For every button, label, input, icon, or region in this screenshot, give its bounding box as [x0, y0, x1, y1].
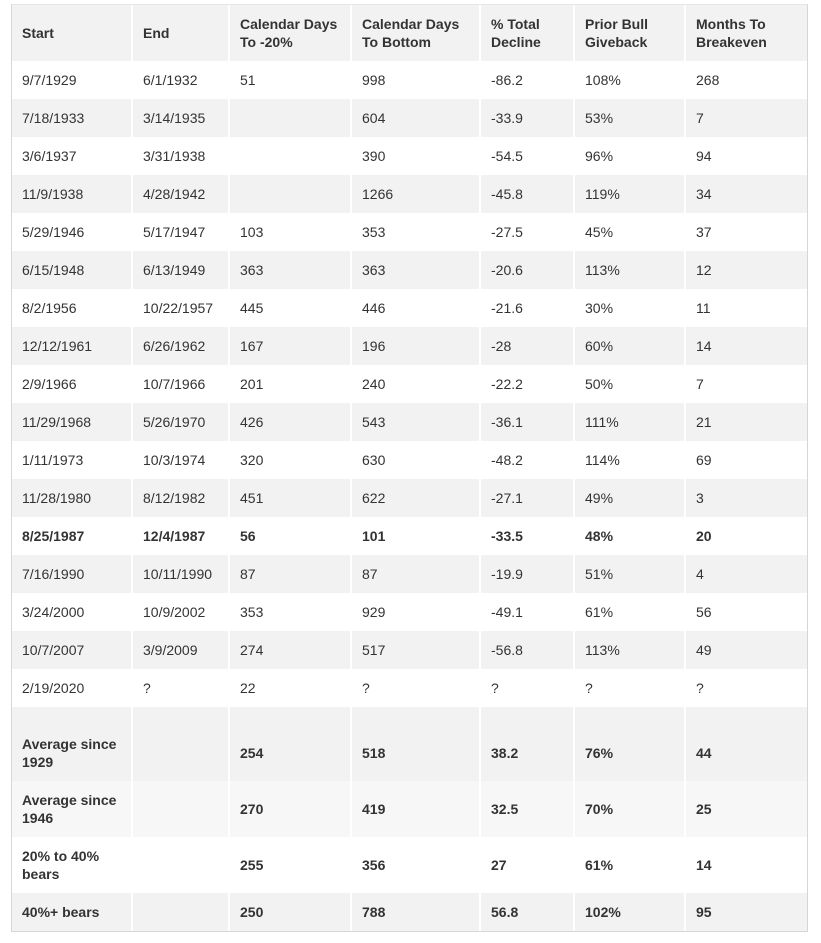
- table-cell: [132, 707, 229, 725]
- summary-cell: 102%: [574, 893, 685, 931]
- table-cell: 7/16/1990: [12, 555, 132, 593]
- table-cell: 7: [685, 99, 807, 137]
- table-cell: 240: [351, 365, 480, 403]
- table-cell: 929: [351, 593, 480, 631]
- table-cell: [574, 707, 685, 725]
- table-cell: 268: [685, 61, 807, 99]
- table-cell: 2/19/2020: [12, 669, 132, 707]
- table-cell: 108%: [574, 61, 685, 99]
- table-cell: 196: [351, 327, 480, 365]
- table-cell: 11/29/1968: [12, 403, 132, 441]
- table-cell: 30%: [574, 289, 685, 327]
- table-cell: ?: [574, 669, 685, 707]
- table-cell: ?: [685, 669, 807, 707]
- table-cell: 12/12/1961: [12, 327, 132, 365]
- table-row: [12, 403, 807, 441]
- table-cell: 622: [351, 479, 480, 517]
- table-cell: -86.2: [480, 61, 574, 99]
- table-cell: 20: [685, 517, 807, 555]
- table-cell: 11/28/1980: [12, 479, 132, 517]
- table-cell: [685, 707, 807, 725]
- summary-cell: Average since 1946: [12, 781, 132, 837]
- table-cell: 11: [685, 289, 807, 327]
- table-row: [12, 175, 807, 213]
- table-cell: -27.5: [480, 213, 574, 251]
- table-row: [12, 631, 807, 669]
- table-cell: 353: [351, 213, 480, 251]
- table-cell: 61%: [574, 593, 685, 631]
- table-cell: 37: [685, 213, 807, 251]
- table-cell: -48.2: [480, 441, 574, 479]
- table-cell: 8/12/1982: [132, 479, 229, 517]
- table-cell: 5/29/1946: [12, 213, 132, 251]
- table-cell: 45%: [574, 213, 685, 251]
- table-cell: 49: [685, 631, 807, 669]
- summary-cell: 32.5: [480, 781, 574, 837]
- summary-cell: 38.2: [480, 725, 574, 781]
- summary-row: [12, 725, 807, 781]
- table-cell: 10/7/2007: [12, 631, 132, 669]
- table-cell: 50%: [574, 365, 685, 403]
- table-cell: 12: [685, 251, 807, 289]
- table-cell: 14: [685, 327, 807, 365]
- column-header-start: Start: [12, 5, 132, 61]
- table-cell: 6/26/1962: [132, 327, 229, 365]
- table-cell: 3/9/2009: [132, 631, 229, 669]
- table-cell: 201: [229, 365, 351, 403]
- table-cell: 8/25/1987: [12, 517, 132, 555]
- table-cell: 6/15/1948: [12, 251, 132, 289]
- table-cell: 2/9/1966: [12, 365, 132, 403]
- table-cell: 4/28/1942: [132, 175, 229, 213]
- table-cell: 12/4/1987: [132, 517, 229, 555]
- table-cell: 10/11/1990: [132, 555, 229, 593]
- column-header-days-to-20: Calendar Days To -20%: [229, 5, 351, 61]
- table-row: [12, 99, 807, 137]
- column-header-days-to-bottom: Calendar Days To Bottom: [351, 5, 480, 61]
- summary-cell: 20% to 40% bears: [12, 837, 132, 893]
- table-cell: [229, 99, 351, 137]
- table-cell: 320: [229, 441, 351, 479]
- table-cell: 51: [229, 61, 351, 99]
- table-row: [12, 327, 807, 365]
- summary-cell: 56.8: [480, 893, 574, 931]
- summary-cell: 44: [685, 725, 807, 781]
- table-cell: 3: [685, 479, 807, 517]
- table-cell: 10/9/2002: [132, 593, 229, 631]
- table-cell: -21.6: [480, 289, 574, 327]
- table-row: [12, 213, 807, 251]
- table-cell: -28: [480, 327, 574, 365]
- table-row: [12, 441, 807, 479]
- table-cell: 34: [685, 175, 807, 213]
- table-cell: 111%: [574, 403, 685, 441]
- table-cell: 363: [351, 251, 480, 289]
- summary-cell: 254: [229, 725, 351, 781]
- table-cell: 96%: [574, 137, 685, 175]
- summary-cell: 61%: [574, 837, 685, 893]
- table-cell: 10/22/1957: [132, 289, 229, 327]
- table-cell: -22.2: [480, 365, 574, 403]
- summary-cell: 70%: [574, 781, 685, 837]
- summary-cell: 250: [229, 893, 351, 931]
- table-cell: 5/26/1970: [132, 403, 229, 441]
- table-cell: 3/14/1935: [132, 99, 229, 137]
- table-cell: 87: [229, 555, 351, 593]
- table-cell: 53%: [574, 99, 685, 137]
- summary-cell: [132, 781, 229, 837]
- table-cell: 21: [685, 403, 807, 441]
- summary-cell: 40%+ bears: [12, 893, 132, 931]
- table-row: [12, 555, 807, 593]
- table-cell: 6/13/1949: [132, 251, 229, 289]
- table-cell: 22: [229, 669, 351, 707]
- table-row: [12, 365, 807, 403]
- table-cell: 49%: [574, 479, 685, 517]
- table-row: [12, 61, 807, 99]
- table-cell: 543: [351, 403, 480, 441]
- summary-row: [12, 781, 807, 837]
- table-cell: 604: [351, 99, 480, 137]
- table-cell: 451: [229, 479, 351, 517]
- table-cell: -49.1: [480, 593, 574, 631]
- summary-cell: 788: [351, 893, 480, 931]
- table-cell: -33.9: [480, 99, 574, 137]
- table-cell: 7: [685, 365, 807, 403]
- table-cell: 353: [229, 593, 351, 631]
- table-cell: 114%: [574, 441, 685, 479]
- table-cell: [229, 707, 351, 725]
- column-header-end: End: [132, 5, 229, 61]
- table-cell: 119%: [574, 175, 685, 213]
- table-cell: 6/1/1932: [132, 61, 229, 99]
- table-cell: -33.5: [480, 517, 574, 555]
- table-cell: -27.1: [480, 479, 574, 517]
- table-cell: 998: [351, 61, 480, 99]
- table-cell: 56: [685, 593, 807, 631]
- table-cell: 10/7/1966: [132, 365, 229, 403]
- table-cell: 517: [351, 631, 480, 669]
- table-cell: 446: [351, 289, 480, 327]
- table-cell: -20.6: [480, 251, 574, 289]
- table-row: [12, 289, 807, 327]
- table-cell: 630: [351, 441, 480, 479]
- table-cell: 10/3/1974: [132, 441, 229, 479]
- bear-market-table: [12, 5, 807, 931]
- table-cell: 3/31/1938: [132, 137, 229, 175]
- bear-market-table-container: [11, 4, 808, 932]
- table-cell: [351, 707, 480, 725]
- table-row: [12, 517, 807, 555]
- table-cell: 274: [229, 631, 351, 669]
- summary-cell: 25: [685, 781, 807, 837]
- table-cell: 5/17/1947: [132, 213, 229, 251]
- table-cell: 113%: [574, 251, 685, 289]
- table-cell: 9/7/1929: [12, 61, 132, 99]
- column-header-bull-giveback: Prior Bull Giveback: [574, 5, 685, 61]
- column-header-months-breakeven: Months To Breakeven: [685, 5, 807, 61]
- column-header-total-decline: % Total Decline: [480, 5, 574, 61]
- table-cell: 8/2/1956: [12, 289, 132, 327]
- table-cell: ?: [480, 669, 574, 707]
- table-cell: 87: [351, 555, 480, 593]
- table-cell: 363: [229, 251, 351, 289]
- table-cell: [480, 707, 574, 725]
- table-cell: 11/9/1938: [12, 175, 132, 213]
- table-cell: [12, 707, 132, 725]
- table-cell: 4: [685, 555, 807, 593]
- summary-cell: [132, 837, 229, 893]
- table-row: [12, 479, 807, 517]
- table-row: [12, 251, 807, 289]
- table-spacer-row: [12, 707, 807, 725]
- table-cell: 426: [229, 403, 351, 441]
- summary-cell: 270: [229, 781, 351, 837]
- summary-cell: 27: [480, 837, 574, 893]
- table-body: [12, 61, 807, 931]
- table-cell: 69: [685, 441, 807, 479]
- table-header-row: [12, 5, 807, 61]
- table-cell: ?: [351, 669, 480, 707]
- table-row: [12, 137, 807, 175]
- table-cell: 3/24/2000: [12, 593, 132, 631]
- summary-cell: 76%: [574, 725, 685, 781]
- table-cell: 60%: [574, 327, 685, 365]
- table-row: [12, 593, 807, 631]
- summary-cell: Average since 1929: [12, 725, 132, 781]
- table-cell: 101: [351, 517, 480, 555]
- table-cell: 48%: [574, 517, 685, 555]
- table-cell: 113%: [574, 631, 685, 669]
- summary-cell: 518: [351, 725, 480, 781]
- table-cell: 167: [229, 327, 351, 365]
- table-cell: [229, 175, 351, 213]
- table-cell: 51%: [574, 555, 685, 593]
- table-cell: 445: [229, 289, 351, 327]
- summary-row: [12, 893, 807, 931]
- summary-cell: [132, 893, 229, 931]
- table-cell: 7/18/1933: [12, 99, 132, 137]
- table-cell: -54.5: [480, 137, 574, 175]
- table-cell: -45.8: [480, 175, 574, 213]
- summary-cell: [132, 725, 229, 781]
- table-cell: -19.9: [480, 555, 574, 593]
- table-cell: 56: [229, 517, 351, 555]
- table-cell: 1/11/1973: [12, 441, 132, 479]
- table-cell: 1266: [351, 175, 480, 213]
- summary-cell: 356: [351, 837, 480, 893]
- table-cell: -36.1: [480, 403, 574, 441]
- table-cell: 103: [229, 213, 351, 251]
- table-cell: 390: [351, 137, 480, 175]
- table-cell: [229, 137, 351, 175]
- table-cell: -56.8: [480, 631, 574, 669]
- summary-row: [12, 837, 807, 893]
- summary-cell: 95: [685, 893, 807, 931]
- table-cell: 3/6/1937: [12, 137, 132, 175]
- table-cell: 94: [685, 137, 807, 175]
- table-cell: ?: [132, 669, 229, 707]
- summary-cell: 14: [685, 837, 807, 893]
- summary-cell: 419: [351, 781, 480, 837]
- table-row: [12, 669, 807, 707]
- summary-cell: 255: [229, 837, 351, 893]
